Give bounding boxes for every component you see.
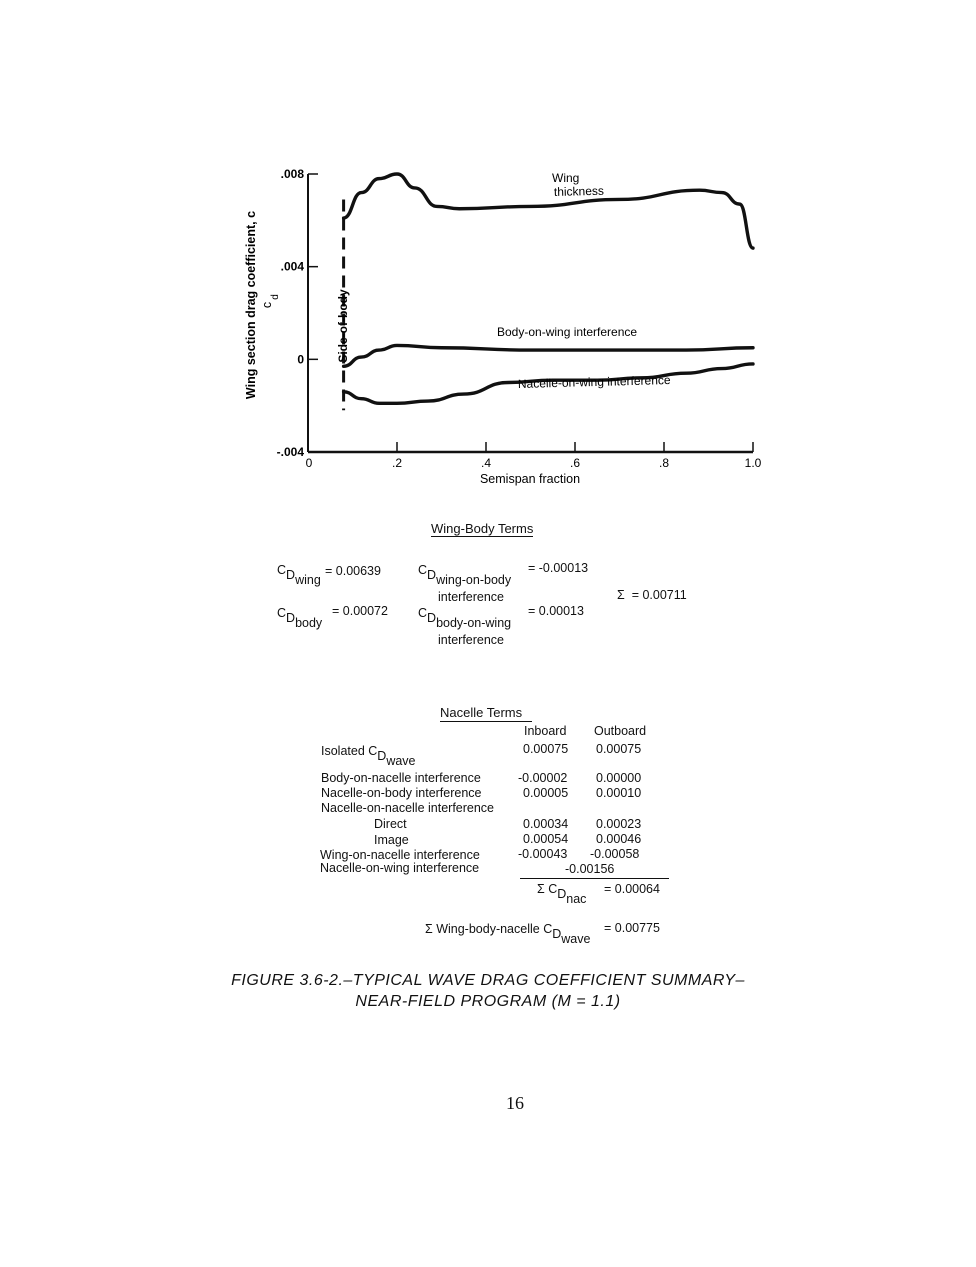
wave-drag-chart — [0, 0, 976, 500]
series-label-wing: Wing — [552, 171, 580, 185]
nacelle-row-label: Nacelle-on-body interference — [321, 786, 482, 800]
isolated-inboard: 0.00075 — [523, 742, 569, 756]
series-label-nacelle-on-wing: Nacelle-on-wing interference — [517, 373, 671, 391]
x-tick-label: 0 — [305, 456, 313, 470]
nacelle-row-outboard: 0.00010 — [596, 786, 642, 800]
total-wave-drag-value: = 0.00775 — [604, 921, 660, 935]
nacelle-row-label: Nacelle-on-nacelle interference — [321, 801, 495, 815]
nacelle-row-outboard: 0.00023 — [596, 817, 642, 831]
isolated-outboard: 0.00075 — [596, 742, 642, 756]
y-axis-label-c: c — [260, 301, 274, 309]
x-axis-label: Semispan fraction — [479, 472, 581, 486]
side-of-body-label: Side-of-body — [336, 289, 350, 363]
cd-wing-term: CDwing — [277, 563, 321, 587]
wing-body-sum: Σ = 0.00711 — [617, 588, 687, 602]
chart-axes — [308, 174, 753, 452]
wing-body-title: Wing-Body Terms — [431, 521, 534, 536]
cd-body-value: = 0.00072 — [332, 604, 388, 618]
cd-wing-on-body-value: = -0.00013 — [528, 561, 589, 575]
nacelle-row-label: Wing-on-nacelle interference — [320, 848, 480, 862]
sum-cd-nac-label: Σ CDnac — [537, 882, 587, 906]
series-line-0 — [344, 174, 753, 248]
sum-cd-nac-value: = 0.00064 — [604, 882, 660, 896]
y-tick-label: 0 — [297, 352, 304, 367]
cd-wing-value: = 0.00639 — [325, 564, 381, 578]
nacelle-row-outboard: 0.00046 — [596, 832, 642, 846]
nacelle-row-label: Body-on-nacelle interference — [321, 771, 481, 785]
y-tick-label: .004 — [280, 259, 304, 274]
cd-body-on-wing-term: CDbody-on-wing — [418, 606, 512, 630]
cd-wing-on-body-term: CDwing-on-body — [418, 563, 512, 587]
nacelle-row-inboard: 0.00034 — [523, 817, 569, 831]
isolated-cd-wave-label: Isolated CDwave — [321, 744, 416, 768]
total-wave-drag-label: Σ Wing-body-nacelle CDwave — [425, 922, 591, 946]
nacelle-row-label: Image — [374, 833, 409, 847]
x-tick-label: 1.0 — [744, 456, 762, 470]
nacelle-row-outboard: -0.00058 — [590, 847, 640, 861]
nacelle-row-label: Nacelle-on-wing interference — [320, 861, 480, 875]
series-label-body-on-wing: Body-on-wing interference — [497, 325, 638, 339]
nacelle-row-inboard: 0.00005 — [523, 786, 569, 800]
figure-caption-line2: NEAR-FIELD PROGRAM (M = 1.1) — [355, 993, 621, 1010]
side-of-body-marker — [336, 199, 350, 410]
figure-caption-line1: FIGURE 3.6-2.–TYPICAL WAVE DRAG COEFFICIENT SUMMARY– — [231, 972, 745, 989]
y-axis-label-subscript: d — [270, 294, 281, 300]
x-tick-label: .8 — [658, 456, 670, 470]
nacelle-row-inboard: 0.00054 — [523, 832, 569, 846]
col-outboard-header: Outboard — [594, 724, 647, 738]
x-tick-label: .4 — [480, 456, 492, 470]
sum-rule — [520, 862, 565, 879]
y-tick-label: -.004 — [276, 445, 304, 459]
col-inboard-header: Inboard — [524, 724, 567, 738]
nacelle-row-inboard: -0.00002 — [518, 771, 568, 785]
cd-body-term: CDbody — [277, 606, 323, 630]
nacelle-row-inboard: -0.00043 — [518, 847, 568, 861]
series-line-1 — [344, 345, 753, 366]
nacelle-title: Nacelle Terms — [440, 706, 532, 722]
nacelle-on-wing-combined: -0.00156 — [565, 862, 669, 879]
nacelle-row-label: Direct — [374, 817, 407, 831]
cd-body-on-wing-value: = 0.00013 — [528, 604, 584, 618]
y-axis-label: Wing section drag coefficient, c — [244, 210, 258, 400]
chart-curves — [344, 174, 753, 403]
series-label-thickness: thickness — [553, 183, 605, 199]
x-tick-label: .2 — [391, 456, 403, 470]
body-on-wing-interference-label: interference — [438, 633, 505, 647]
page-number: 16 — [506, 1093, 524, 1113]
nacelle-row-outboard: 0.00000 — [596, 771, 642, 785]
y-tick-label: .008 — [280, 167, 304, 181]
x-tick-label: .6 — [569, 456, 581, 470]
wing-on-body-interference-label: interference — [438, 590, 505, 604]
